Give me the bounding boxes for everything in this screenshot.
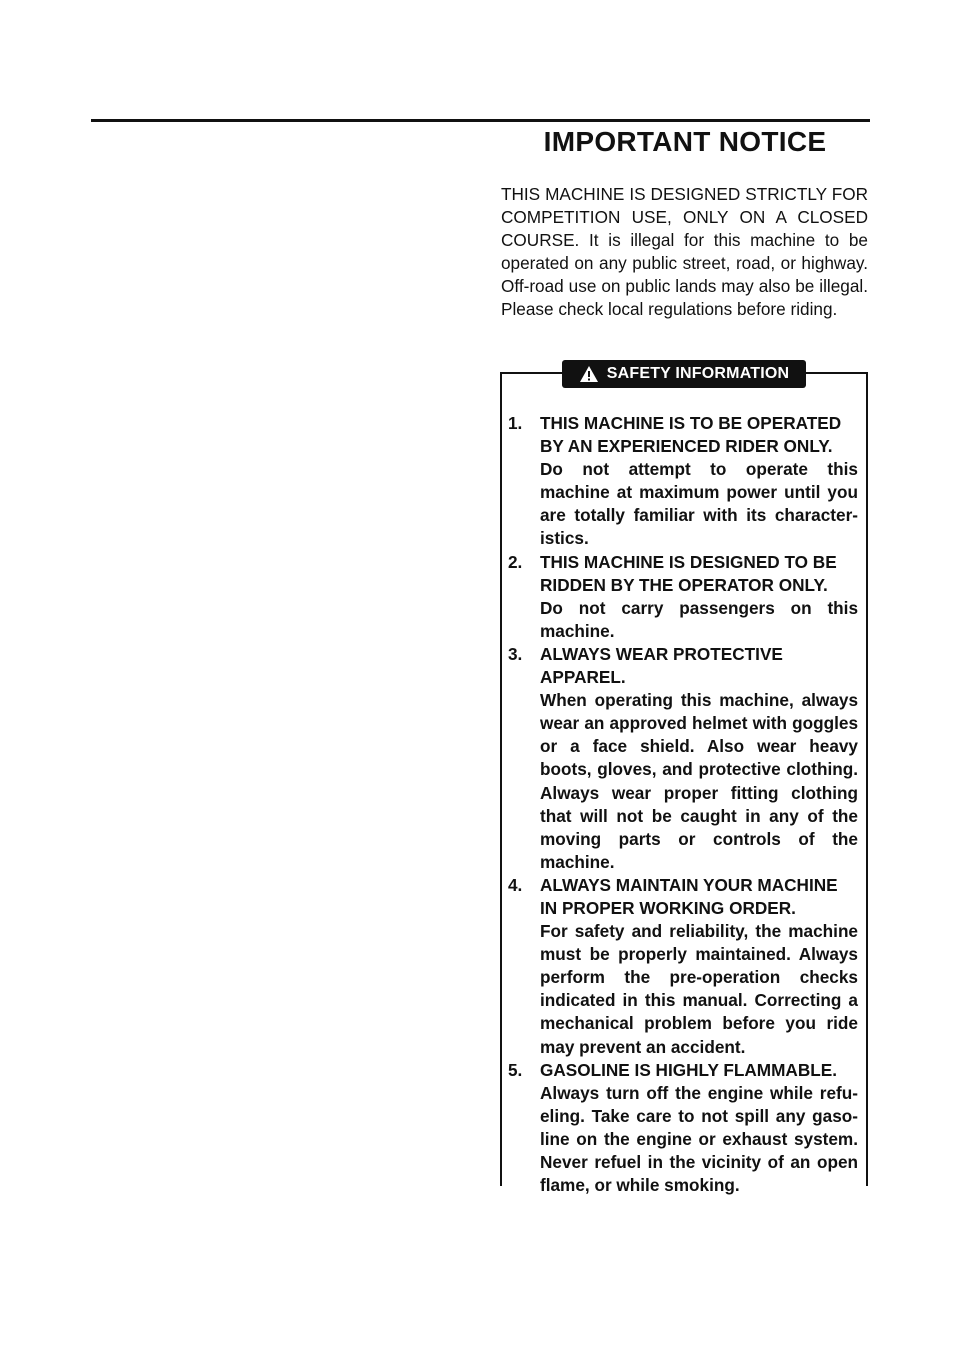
item-number: 5.	[508, 1059, 523, 1080]
item-number: 3.	[508, 643, 523, 664]
safety-information-label	[562, 360, 806, 388]
item-number: 2.	[508, 551, 523, 572]
safety-item-4	[508, 874, 858, 1059]
item-heading: THIS MACHINE IS DESIGNED TO BE RIDDEN BY THE OPERATOR ONLY.	[540, 551, 837, 595]
safety-item-5	[508, 1059, 858, 1198]
safety-item-3	[508, 643, 858, 874]
item-heading: THIS MACHINE IS TO BE OPERATED BY AN EXPERIENCED RIDER ONLY.	[540, 413, 842, 457]
item-body: Do not carry passengers on this machine.	[540, 597, 858, 641]
item-body: Do not attempt to operate this machine at maximum power until you are totally familiar with its characteristics.	[540, 459, 858, 549]
safety-item-1	[508, 412, 858, 551]
item-number: 4.	[508, 874, 523, 895]
page-title: IMPORTANT NOTICE	[543, 126, 827, 157]
header-rule	[91, 119, 870, 122]
item-heading: ALWAYS WEAR PROTECTIVE APPAREL.	[540, 643, 783, 688]
item-body: Always turn off the engine while refueling. Take care to not spill any gasoline on the engine or exhaust system. Never refuel in the vicinity of an open flame, or while smoking.	[540, 1082, 858, 1196]
safety-label-text: SAFETY INFORMATION	[606, 365, 790, 382]
intro-paragraph: THIS MACHINE IS DESIGNED STRICTLY FOR COMPETITION USE, ONLY ON A CLOSED COURSE. It is illegal for this machine to be operated on any public street, road, or highway. Off-road use on public lands may also be illegal. Please check local regulations before riding.	[501, 184, 868, 320]
item-body: When operating this machine, always wear an approved helmet with goggles or a face shield. Also wear heavy boots, gloves, and protective clothing. Always wear proper fitting clothing that will not be caught in any of the moving parts or controls of the machine.	[540, 690, 858, 872]
safety-item-2	[508, 551, 858, 643]
warning-triangle-icon	[579, 365, 599, 383]
safety-list	[508, 412, 858, 1197]
item-number: 1.	[508, 413, 523, 433]
item-heading: ALWAYS MAINTAIN YOUR MACHINE IN PROPER WORKING ORDER.	[540, 874, 838, 918]
item-body: For safety and reliability, the machine must be properly maintained. Always perform the pre-operation checks indicated in this manual. Correcting a mechanical problem before you ride may prevent an accident.	[540, 921, 858, 1057]
item-heading: GASOLINE IS HIGHLY FLAMMABLE.	[540, 1059, 837, 1080]
